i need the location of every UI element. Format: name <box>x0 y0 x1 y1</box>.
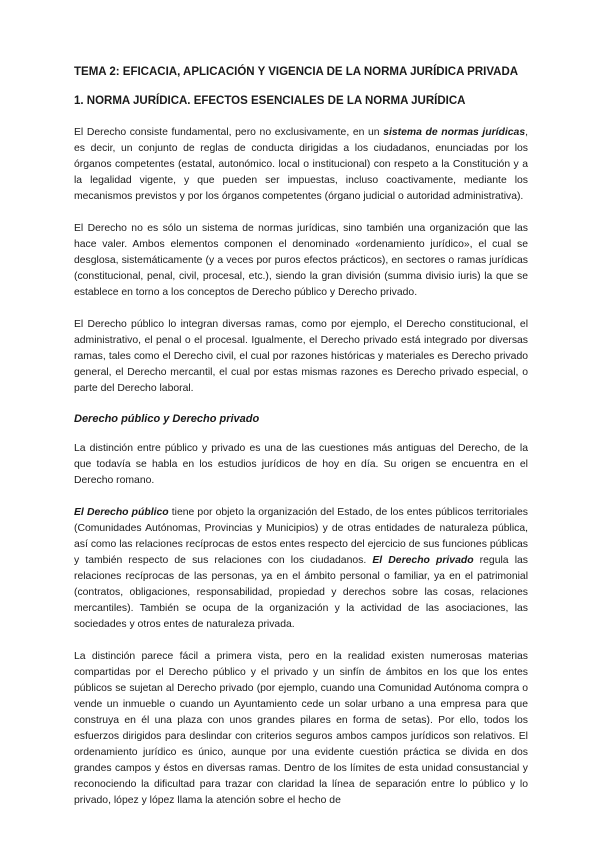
section-title: 1. NORMA JURÍDICA. EFECTOS ESENCIALES DE LA NORMA JURÍDICA <box>74 95 466 107</box>
paragraph-6: La distinción parece fácil a primera vista, pero en la realidad existen numerosas materias compartidas por el Derecho público y el privado y un sinfín de ámbitos en los que los entes públicos se sujetan al Derecho privado (por ejemplo, cuando una Comunidad Autónoma compra o vende un inmueble o cuando un Ayuntamiento cede un solar urbano a una empresa para que construya en él una plaza con unos grandes pilares en forma de setas). Por ello, todos los esfuerzos dirigidos para deslindar con criterios seguros ambos campos jurídicos son relativos. El ordenamiento jurídico es único, aunque por una evidente cuestión práctica se divida en dos grandes campos y éstos en diversas ramas. Dentro de los límites de esta unidad consustancial y reconociendo la dificultad para trazar con claridad la línea de separación entre lo público y lo privado, lópez y lópez llama la atención sobre el hecho de <box>74 651 528 806</box>
paragraph-5 <box>74 505 528 633</box>
paragraph-5-text-b: tiene por objeto la organización del Estado, de los entes públicos territoriales (Comunidades Autónomas, Provincias y Municipios) y de otras entidades de naturaleza pública, así como las relaciones recíprocas de estos entes respecto del ejercicio de sus funciones públicas y también respecto de sus relaciones con los ciudadanos. <box>74 507 528 566</box>
paragraph-5-text-d: regula las relaciones recíprocas de las personas, ya en el ámbito personal o familiar, ya en el patrimonial (contratos, obligaciones, responsabilidad, propiedad y derechos sobre las cosas, relaciones mercantiles). También se ocupa de la organización y la actividad de las asociaciones, las sociedades y otros entes de naturaleza privada. <box>74 555 528 630</box>
paragraph-1 <box>74 125 528 205</box>
document-page <box>74 66 528 825</box>
document-title: TEMA 2: EFICACIA, APLICACIÓN Y VIGENCIA DE LA NORMA JURÍDICA PRIVADA <box>74 66 519 78</box>
paragraph-4: La distinción entre público y privado es una de las cuestiones más antiguas del Derecho, de la que todavía se habla en los estudios jurídicos de hoy en día. Su origen se encuentra en el Derecho romano. <box>74 443 528 486</box>
paragraph-1-text-c: , es decir, un conjunto de reglas de conducta dirigidas a los ciudadanos, enunciadas por los órganos competentes (estatal, autonómico. local o institucional) con respeto a la Constitución y a la legalidad vigente, y que pueden ser impuestas, incluso coactivamente, mediante los mecanismos previstos y por los órganos competentes (órgano judicial o autoridad administrativa). <box>74 127 528 202</box>
paragraph-1-emphasis: sistema de normas jurídicas <box>383 127 526 138</box>
subsection-title: Derecho público y Derecho privado <box>74 413 260 425</box>
paragraph-5-emphasis-public: El Derecho público <box>74 507 169 518</box>
paragraph-1-text-a: El Derecho consiste fundamental, pero no exclusivamente, en un <box>74 127 384 138</box>
paragraph-5-emphasis-private: El Derecho privado <box>372 555 474 566</box>
paragraph-3: El Derecho público lo integran diversas ramas, como por ejemplo, el Derecho constitucional, el administrativo, el penal o el procesal. Igualmente, el Derecho privado está integrado por diversas ramas, tales como el Derecho civil, el cual por razones históricas y materiales es Derecho privado general, el Derecho mercantil, el cual por estas mismas razones es Derecho privado especial, o parte del Derecho laboral. <box>74 319 528 394</box>
paragraph-2: El Derecho no es sólo un sistema de normas jurídicas, sino también una organización que las hace valer. Ambos elementos componen el denominado «ordenamiento jurídico», el cual se desglosa, sistemáticamente (y a veces por puros efectos prácticos), en sectores o ramas jurídicas (constitucional, penal, civil, procesal, etc.), siendo la gran división (summa divisio iuris) la que se establece en torno a los conceptos de Derecho público y Derecho privado. <box>74 223 528 298</box>
